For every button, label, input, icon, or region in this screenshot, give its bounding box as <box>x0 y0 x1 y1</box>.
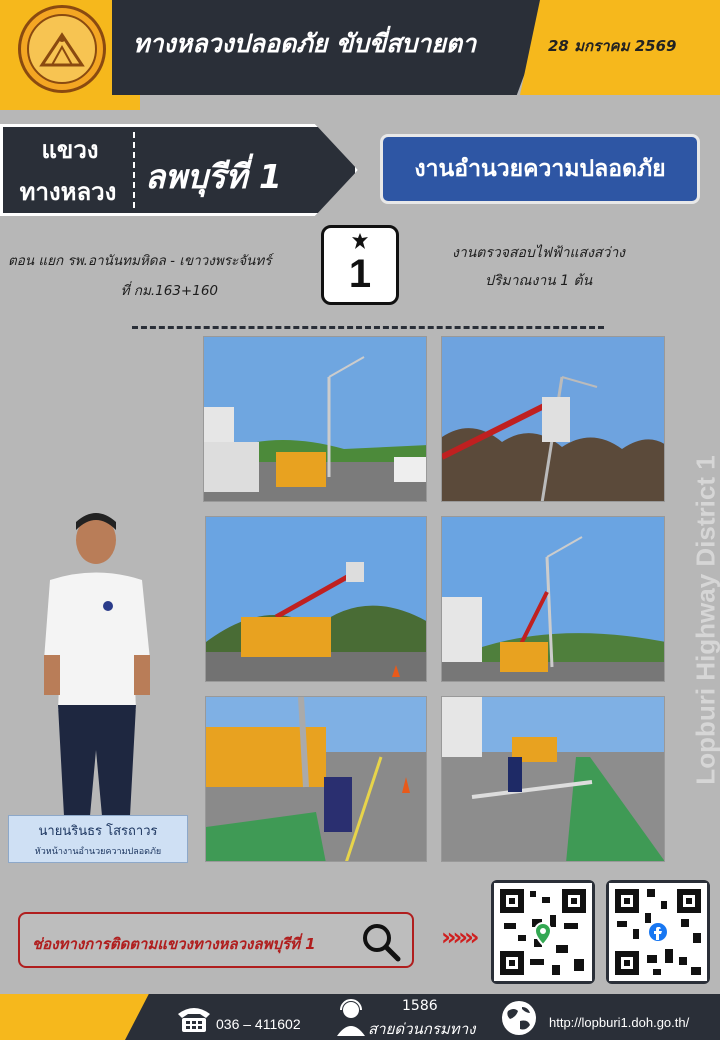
follow-channels-box <box>18 912 414 968</box>
google-maps-qr-code[interactable] <box>491 880 595 984</box>
district-name: ลพบุรีที่ 1 <box>145 157 282 196</box>
footer-hotline-number[interactable]: 1586 <box>402 998 438 1014</box>
highway-department-logo-icon <box>18 5 106 93</box>
staff-caption <box>8 815 188 863</box>
header-date: 28 มกราคม 2569 <box>548 37 677 55</box>
work-photo-5 <box>205 696 427 862</box>
footer-yellow-block <box>0 994 150 1040</box>
call-center-icon <box>335 998 367 1036</box>
search-icon <box>360 922 402 962</box>
footer-phone[interactable]: 036 – 411602 <box>216 1016 301 1032</box>
staff-role: หัวหน้างานอำนวยความปลอดภัย <box>34 847 162 857</box>
work-photo-6 <box>441 696 665 862</box>
work-photo-3 <box>205 516 427 682</box>
location-line2: ที่ กม.163+160 <box>120 283 218 299</box>
footer-website-link[interactable]: http://lopburi1.doh.go.th/ <box>549 1015 690 1030</box>
telephone-icon <box>176 1004 212 1034</box>
district-label-line2: ทางหลวง <box>19 178 117 206</box>
follow-channels-text: ช่องทางการติดตามแขวงทางหลวงลพบุรีที่ 1 <box>32 935 316 953</box>
district-watermark: Lopburi Highway District 1 <box>690 455 720 785</box>
work-description: งานตรวจสอบไฟฟ้าแสงสว่าง <box>452 245 626 261</box>
staff-photo <box>38 510 160 816</box>
chevron-right-icon: »»» <box>441 923 476 951</box>
footer-hotline-label: สายด่วนกรมทาง <box>368 1020 476 1038</box>
work-photo-2 <box>441 336 665 502</box>
garuda-emblem-icon <box>351 232 369 250</box>
staff-name: นายนรินธร โสรถาวร <box>38 824 158 839</box>
facebook-qr-code[interactable] <box>606 880 710 984</box>
work-photo-1 <box>203 336 427 502</box>
dashed-divider <box>132 326 604 329</box>
globe-icon <box>500 999 538 1037</box>
location-line1: ตอน แยก รพ.อานันทมหิดล - เขาวงพระจันทร์ <box>8 253 272 269</box>
work-photo-4 <box>441 516 665 682</box>
header-title: ทางหลวงปลอดภัย ขับขี่สบายตา <box>133 29 477 58</box>
district-label-line1: แขวง <box>41 136 99 164</box>
work-quantity: ปริมาณงาน 1 ต้น <box>485 273 593 289</box>
route-sign <box>321 225 399 305</box>
section-badge-label: งานอำนวยความปลอดภัย <box>414 156 666 182</box>
route-number: 1 <box>348 252 372 296</box>
section-badge <box>380 134 700 204</box>
